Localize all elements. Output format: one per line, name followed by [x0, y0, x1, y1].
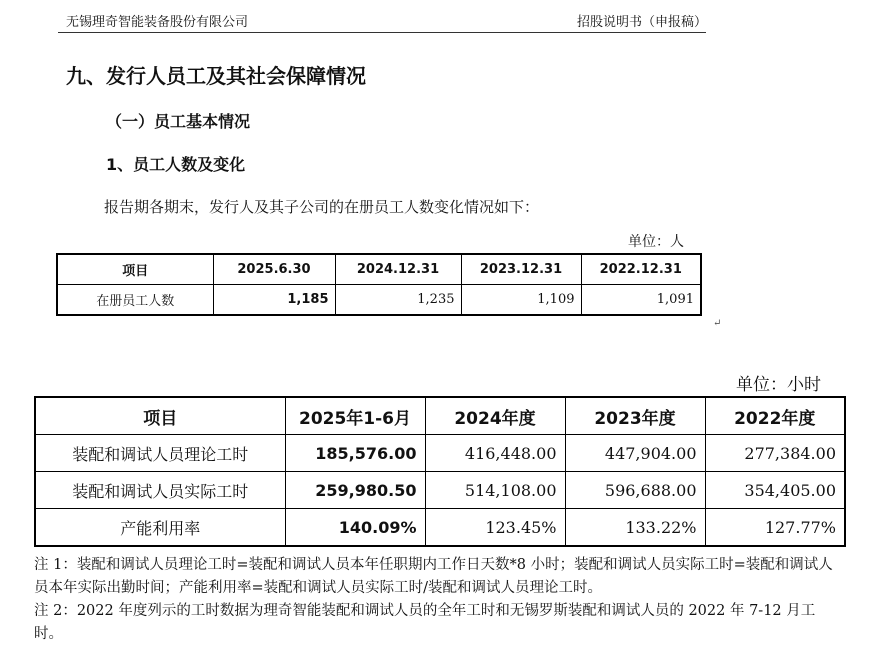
row-label: 在册员工人数: [57, 285, 213, 316]
table-cell: 127.77%: [705, 509, 845, 547]
table-header-cell: 项目: [35, 397, 285, 435]
table-row: [35, 472, 845, 509]
table2-unit: 单位：小时: [736, 375, 821, 395]
table-row: [35, 435, 845, 472]
header-company: 无锡理奇智能装备股份有限公司: [66, 15, 249, 30]
table-header-cell: 2023.12.31: [461, 254, 581, 285]
table-header-cell: 2025年1-6月: [285, 397, 425, 435]
intro-paragraph: 报告期各期末，发行人及其子公司的在册员工人数变化情况如下：: [104, 198, 540, 216]
table-header-cell: 项目: [57, 254, 213, 285]
table-cell: 140.09%: [285, 509, 425, 547]
table-cell: 447,904.00: [565, 435, 705, 472]
table-cell: 277,384.00: [705, 435, 845, 472]
item-title: 1、员工人数及变化: [106, 155, 246, 174]
table-row: [35, 509, 845, 547]
table-header-row: [57, 254, 701, 285]
table-header-cell: 2024年度: [425, 397, 565, 435]
table-cell: 185,576.00: [285, 435, 425, 472]
paragraph-mark: ↵: [713, 318, 722, 329]
table-cell: 514,108.00: [425, 472, 565, 509]
section-title: 九、发行人员工及其社会保障情况: [66, 64, 366, 88]
table-cell: 1,185: [213, 285, 335, 316]
table-cell: 1,109: [461, 285, 581, 316]
note-1: 注 1：装配和调试人员理论工时=装配和调试人员本年任职期内工作日天数*8 小时；装配和调试人员实际工时=装配和调试人员本年实际出勤时间；产能利用率=装配和调试人员实际工时/装配和调试人员理论工时。: [34, 557, 833, 596]
table-row: [57, 285, 701, 316]
table-header-cell: 2022.12.31: [581, 254, 701, 285]
header-doc-type: 招股说明书（申报稿）: [576, 15, 707, 30]
table-header-cell: 2023年度: [565, 397, 705, 435]
table-header-cell: 2025.6.30: [213, 254, 335, 285]
work-hours-table: [34, 396, 846, 547]
table-header-row: [35, 397, 845, 435]
table1-unit: 单位：人: [628, 234, 684, 250]
row-label: 装配和调试人员实际工时: [35, 472, 285, 509]
table-cell: 1,091: [581, 285, 701, 316]
note-2: 注 2：2022 年度列示的工时数据为理奇智能装配和调试人员的全年工时和无锡罗斯装配和调试人员的 2022 年 7-12 月工时。: [34, 603, 816, 642]
subsection-title: （一）员工基本情况: [106, 112, 251, 131]
table-cell: 416,448.00: [425, 435, 565, 472]
table-cell: 354,405.00: [705, 472, 845, 509]
row-label: 产能利用率: [35, 509, 285, 547]
table-cell: 596,688.00: [565, 472, 705, 509]
table-header-cell: 2022年度: [705, 397, 845, 435]
header-divider: [58, 32, 706, 33]
table-cell: 133.22%: [565, 509, 705, 547]
table-cell: 259,980.50: [285, 472, 425, 509]
row-label: 装配和调试人员理论工时: [35, 435, 285, 472]
notes: [34, 554, 844, 646]
table-header-cell: 2024.12.31: [335, 254, 461, 285]
table-cell: 1,235: [335, 285, 461, 316]
employee-count-table: [56, 253, 702, 316]
table-cell: 123.45%: [425, 509, 565, 547]
